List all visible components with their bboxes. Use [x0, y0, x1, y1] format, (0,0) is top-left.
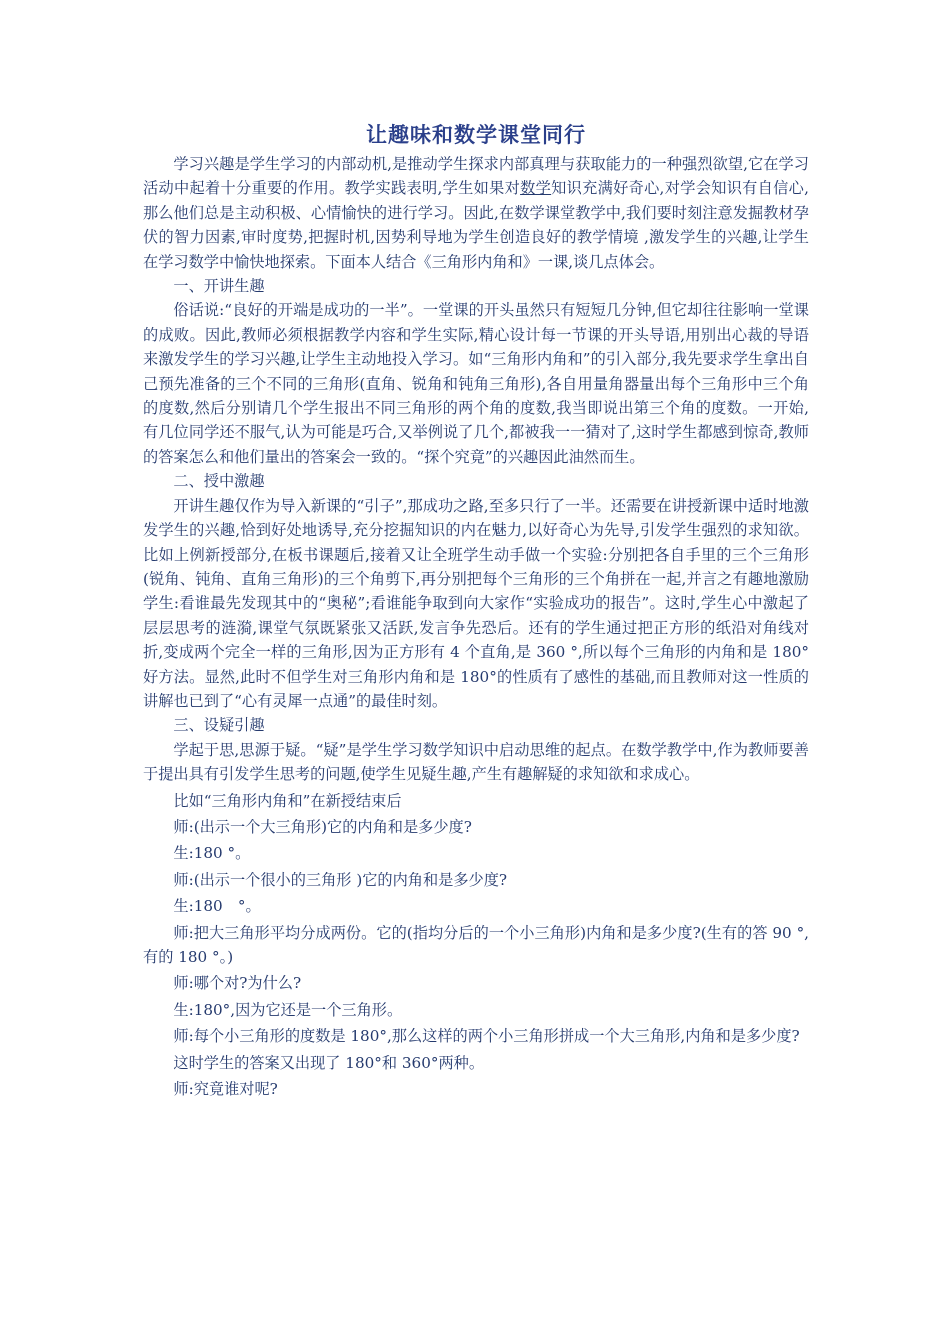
math-link[interactable]: 数学	[520, 179, 552, 198]
dialogue-line: 生:180 °。	[173, 844, 251, 863]
dialogue-line: 生:180°,因为它还是一个三角形。	[173, 1000, 403, 1019]
dialogue-line: 生:180 °。	[173, 897, 261, 916]
section-2-heading: 二、授中激趣	[173, 472, 265, 491]
dialogue-line: 师:把大三角形平均分成两份。它的(指均分后的一个小三角形)内角和是多少度?(生有的答 90 °,有的 180 °。)	[143, 923, 809, 966]
dialogue-line: 比如“三角形内角和”在新授结束后	[173, 791, 402, 810]
document-title: 让趣味和数学课堂同行	[366, 122, 586, 147]
section-2-body: 开讲生趣仅作为导入新课的“引子”,那成功之路,至多只行了一半。还需要在讲授新课中适时地激发学生的兴趣,恰到好处地诱导,充分挖掘知识的内在魅力,以好奇心为先导,引发学生强烈的求知欲。比如上例新授部分,在板书课题后,接着又让全班学生动手做一个实验:分别把各自手里的三个三角形(锐角、钝角、直角三角形)的三个角剪下,再分别把每个三角形的三个角拼在一起,并言之有趣地激励学生:看谁最先发现其中的“奥秘”;看谁能争取到向大家作“实验成功的报告”。这时,学生心中激起了层层思考的涟漪,课堂气氛既紧张又活跃,发言争先恐后。还有的学生通过把正方形的纸沿对角线对折,变成两个完全一样的三角形,因为正方形有 4 个直角,是 360 °,所以每个三角形的内角和是 180°好方法。显然,此时不但学生对三角形内角和是 180°的性质有了感性的基础,而且教师对这一性质的讲解也已到了“心有灵犀一点通”的最佳时刻。	[143, 496, 809, 710]
intro-text-after-link: 知识充满好奇心,对学会知识有自信心,那么他们总是主动积极、心情愉快的进行学习。因此,在数学课堂教学中,我们要时刻注意发掘教材孕伏的智力因素,审时度势,把握时机,因势利导地为学生创造良好的教学情境 ,激发学生的兴趣,让学生在学习数学中愉快地探索。下面本人结合《三角形内角和》一课,谈几点体会。	[143, 179, 810, 271]
dialogue-line: 师:究竟谁对呢?	[173, 1080, 278, 1099]
dialogue-line: 师:(出示一个很小的三角形 )它的内角和是多少度?	[173, 870, 508, 889]
document-page	[143, 118, 809, 1101]
dialogue-line: 师:(出示一个大三角形)它的内角和是多少度?	[173, 817, 472, 836]
intro-text-before-link: 学习兴趣是学生学习的内部动机,是推动学生探求内部真理与获取能力的一种强烈欲望,它在学习活动中起着十分重要的作用。教学实践表明,学生如果对	[143, 155, 809, 198]
section-1-heading: 一、开讲生趣	[173, 277, 265, 296]
section-1-body: 俗话说:“良好的开端是成功的一半”。一堂课的开头虽然只有短短几分钟,但它却往往影响一堂课的成败。因此,教师必须根据教学内容和学生实际,精心设计每一节课的开头导语,用别出心裁的导语来激发学生的学习兴趣,让学生主动地投入学习。如“三角形内角和”的引入部分,我先要求学生拿出自己预先准备的三个不同的三角形(直角、锐角和钝角三角形),各自用量角器量出每个三角形中三个角的度数,然后分别请几个学生报出不同三角形的两个角的度数,我当即说出第三个角的度数。一开始,有几位同学还不服气,认为可能是巧合,又举例说了几个,都被我一一猜对了,这时学生都感到惊奇,教师的答案怎么和他们量出的答案会一致的。“探个究竟”的兴趣因此油然而生。	[143, 301, 809, 466]
intro-paragraph	[143, 152, 809, 274]
dialogue-line: 师:哪个对?为什么?	[173, 974, 302, 993]
section-3-heading: 三、设疑引趣	[173, 716, 265, 735]
section-3-body: 学起于思,思源于疑。“疑”是学生学习数学知识中启动思维的起点。在数学教学中,作为教师要善于提出具有引发学生思考的问题,使学生见疑生趣,产生有趣解疑的求知欲和求成心。	[143, 740, 809, 784]
dialogue-line: 师:每个小三角形的度数是 180°,那么这样的两个小三角形拼成一个大三角形,内角和是多少度?	[173, 1027, 800, 1046]
dialogue-line: 这时学生的答案又出现了 180°和 360°两种。	[173, 1053, 485, 1072]
